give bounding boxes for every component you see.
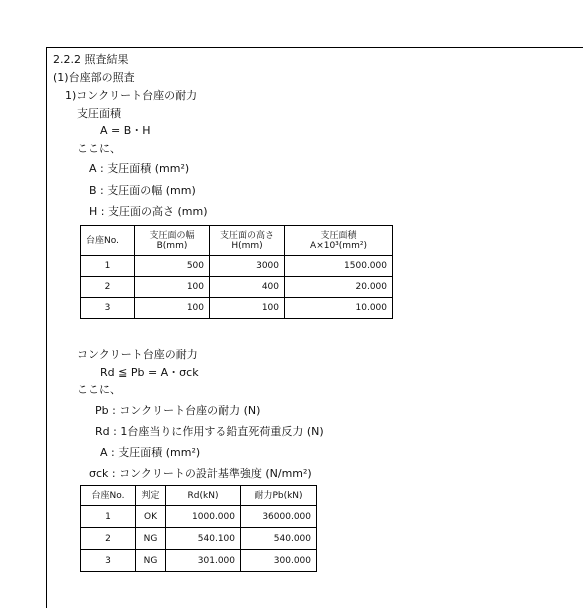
- table-header-row: [81, 486, 317, 506]
- table-header-row: [81, 226, 393, 256]
- strength-def-pb: Pb : コンクリート台座の耐力 (N): [95, 404, 261, 417]
- cell: 3000: [210, 256, 285, 277]
- table-row: [81, 550, 317, 572]
- status-cell: OK: [136, 506, 166, 528]
- area-def-b: B : 支圧面の幅 (mm): [89, 184, 196, 197]
- cell: 100: [135, 298, 210, 319]
- area-title: 支圧面積: [77, 107, 121, 120]
- header-judgement: 判定: [136, 486, 166, 506]
- status-cell: NG: [136, 550, 166, 572]
- table-row: [81, 298, 393, 319]
- cell: 10.000: [285, 298, 393, 319]
- cell: 1: [81, 256, 135, 277]
- table-row: [81, 256, 393, 277]
- cell: 1: [81, 506, 136, 528]
- strength-title: コンクリート台座の耐力: [77, 348, 198, 361]
- subsection-heading: (1)台座部の照査: [53, 71, 135, 84]
- table-row: [81, 506, 317, 528]
- area-where: ここに、: [77, 142, 121, 155]
- table-row: [81, 528, 317, 550]
- header-pb: 耐力Pb(kN): [241, 486, 317, 506]
- strength-formula: Rd ≦ Pb = A・σck: [100, 366, 199, 379]
- bearing-area-table: [80, 225, 393, 319]
- cell: 20.000: [285, 277, 393, 298]
- cell: 300.000: [241, 550, 317, 572]
- header-base-no: 台座No.: [81, 226, 135, 256]
- cell: 540.100: [166, 528, 241, 550]
- cell: 36000.000: [241, 506, 317, 528]
- cell: 3: [81, 550, 136, 572]
- area-formula: A = B・H: [100, 124, 151, 137]
- cell: 500: [135, 256, 210, 277]
- area-def-h: H : 支圧面の高さ (mm): [89, 205, 208, 218]
- header-width: 支圧面の幅 B(mm): [135, 226, 210, 256]
- cell: 100: [135, 277, 210, 298]
- header-height: 支圧面の高さ H(mm): [210, 226, 285, 256]
- strength-def-a: A : 支圧面積 (mm²): [100, 446, 201, 459]
- header-area: 支圧面積 A×10³(mm²): [285, 226, 393, 256]
- table-row: [81, 277, 393, 298]
- cell: 1000.000: [166, 506, 241, 528]
- strength-def-rd: Rd : 1台座当りに作用する鉛直死荷重反力 (N): [95, 425, 324, 438]
- judgement-table: [80, 485, 317, 572]
- header-rd: Rd(kN): [166, 486, 241, 506]
- cell: 301.000: [166, 550, 241, 572]
- cell: 2: [81, 528, 136, 550]
- strength-def-sigma: σck : コンクリートの設計基準強度 (N/mm²): [89, 467, 312, 480]
- status-cell: NG: [136, 528, 166, 550]
- cell: 1500.000: [285, 256, 393, 277]
- strength-where: ここに、: [77, 383, 121, 396]
- cell: 540.000: [241, 528, 317, 550]
- header-base-no: 台座No.: [81, 486, 136, 506]
- cell: 100: [210, 298, 285, 319]
- cell: 400: [210, 277, 285, 298]
- area-def-a: A : 支圧面積 (mm²): [89, 162, 190, 175]
- subsubsection-heading: 1)コンクリート台座の耐力: [65, 89, 198, 102]
- cell: 3: [81, 298, 135, 319]
- cell: 2: [81, 277, 135, 298]
- section-heading: 2.2.2 照査結果: [53, 53, 129, 66]
